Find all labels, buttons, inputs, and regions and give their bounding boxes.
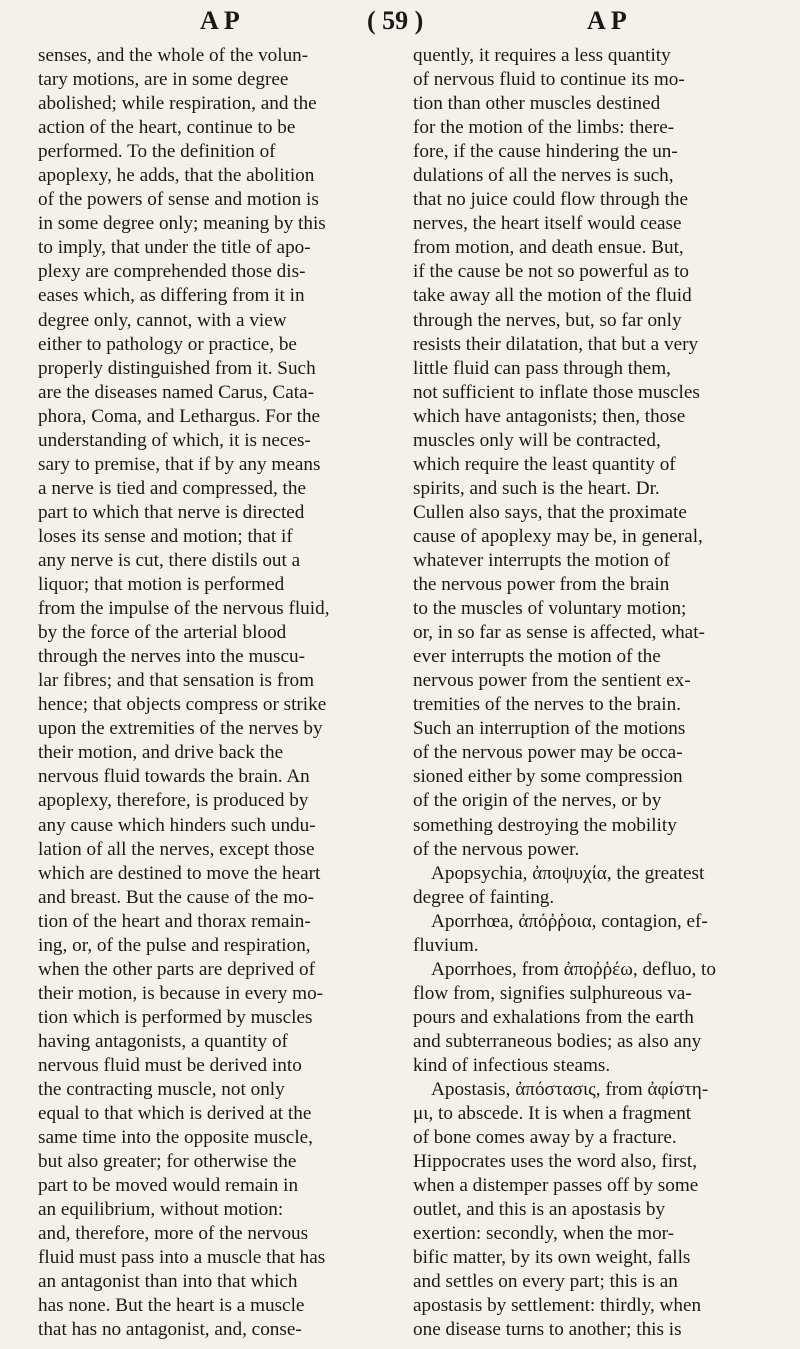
text-line: bific matter, by its own weight, falls: [413, 1247, 691, 1269]
text-line: nervous fluid must be derived into: [38, 1054, 302, 1076]
text-line: μι, to abscede. It is when a fragment: [413, 1103, 692, 1125]
text-line: whatever interrupts the motion of: [413, 549, 670, 571]
text-line: loses its sense and motion; that if: [38, 525, 293, 547]
text-line: any cause which hinders such undu-: [38, 814, 316, 836]
text-line: dulations of all the nerves is such,: [413, 165, 674, 187]
text-line: ever interrupts the motion of the: [413, 646, 661, 668]
text-line: are the diseases named Carus, Cata-: [38, 381, 314, 403]
text-line: from the impulse of the nervous fluid,: [38, 598, 330, 620]
text-line: part to which that nerve is directed: [38, 501, 305, 523]
text-line: part to be moved would remain in: [38, 1175, 299, 1197]
text-line: equal to that which is derived at the: [38, 1103, 312, 1125]
text-line: cause of apoplexy may be, in general,: [413, 525, 703, 547]
text-line: same time into the opposite muscle,: [38, 1127, 313, 1149]
text-line: one disease turns to another; this is: [413, 1319, 682, 1341]
text-line: tremities of the nerves to the brain.: [413, 694, 682, 716]
right-column: [413, 44, 767, 1343]
text-line: flow from, signifies sulphureous va-: [413, 982, 692, 1004]
text-line: plexy are comprehended those dis-: [38, 261, 306, 283]
text-line: something destroying the mobility: [413, 814, 677, 836]
text-line: degree of fainting.: [413, 886, 555, 908]
text-line: eases which, as differing from it in: [38, 285, 305, 307]
text-line: fluid must pass into a muscle that has: [38, 1247, 326, 1269]
text-line: or, in so far as sense is affected, what-: [413, 622, 705, 644]
text-line: pours and exhalations from the earth: [413, 1006, 694, 1028]
text-line: quently, it requires a less quantity: [413, 45, 671, 66]
text-line: properly distinguished from it. Such: [38, 357, 316, 379]
text-line: to imply, that under the title of apo-: [38, 237, 311, 259]
text-line: Hippocrates uses the word also, first,: [413, 1151, 698, 1173]
text-line: and, therefore, more of the nervous: [38, 1223, 309, 1245]
text-line: which require the least quantity of: [413, 453, 676, 475]
text-line: but also greater; for otherwise the: [38, 1151, 297, 1173]
header-right-guide: A P: [587, 6, 627, 35]
text-line: of nervous fluid to continue its mo-: [413, 69, 685, 91]
text-line: sary to premise, that if by any means: [38, 453, 321, 475]
text-line: that no juice could flow through the: [413, 189, 688, 211]
text-line: sioned either by some compression: [413, 766, 683, 788]
text-line: apostasis by settlement: thirdly, when: [413, 1295, 702, 1317]
text-line: having antagonists, a quantity of: [38, 1030, 288, 1052]
text-line: of the nervous power.: [413, 838, 580, 860]
text-line: by the force of the arterial blood: [38, 622, 287, 644]
text-line: an equilibrium, without motion:: [38, 1199, 284, 1221]
text-line: nervous power from the sentient ex-: [413, 670, 691, 692]
text-line: of bone comes away by a fracture.: [413, 1127, 677, 1149]
text-line: outlet, and this is an apostasis by: [413, 1199, 666, 1221]
text-line: ing, or, of the pulse and respiration,: [38, 934, 311, 956]
left-column: [38, 44, 383, 1343]
text-line: action of the heart, continue to be: [38, 117, 296, 139]
text-line: from motion, and death ensue. But,: [413, 237, 684, 259]
text-line: upon the extremities of the nerves by: [38, 718, 323, 740]
text-line: the nervous power from the brain: [413, 574, 670, 596]
text-line: in some degree only; meaning by this: [38, 213, 326, 235]
text-line: tion than other muscles destined: [413, 93, 661, 115]
text-line: lar fibres; and that sensation is from: [38, 670, 315, 692]
text-line: and settles on every part; this is an: [413, 1271, 678, 1293]
text-line: senses, and the whole of the volun-: [38, 45, 309, 66]
text-line: of the nervous power may be occa-: [413, 742, 683, 764]
text-line: any nerve is cut, there distils out a: [38, 549, 301, 571]
text-line: apoplexy, he adds, that the abolition: [38, 165, 315, 187]
text-line: abolished; while respiration, and the: [38, 93, 317, 115]
text-line: which have antagonists; then, those: [413, 405, 686, 427]
text-line: Cullen also says, that the proximate: [413, 501, 687, 523]
text-line: lation of all the nerves, except those: [38, 838, 315, 860]
text-line: when the other parts are deprived of: [38, 958, 316, 980]
text-line: fore, if the cause hindering the un-: [413, 141, 678, 163]
header-left-guide: A P: [200, 6, 240, 35]
text-line: Apostasis, ἀπόστασις, from ἀφίστη-: [431, 1079, 709, 1101]
text-line: for the motion of the limbs: there-: [413, 117, 675, 139]
text-line: little fluid can pass through them,: [413, 357, 671, 379]
text-line: performed. To the definition of: [38, 141, 276, 163]
text-line: nerves, the heart itself would cease: [413, 213, 682, 235]
text-line: liquor; that motion is performed: [38, 574, 285, 596]
text-line: which are destined to move the heart: [38, 862, 321, 884]
text-line: either to pathology or practice, be: [38, 333, 297, 355]
text-line: Such an interruption of the motions: [413, 718, 686, 740]
text-line: their motion, and drive back the: [38, 742, 284, 764]
text-line: of the powers of sense and motion is: [38, 189, 319, 211]
text-line: their motion, is because in every mo-: [38, 982, 324, 1004]
text-line: kind of infectious steams.: [413, 1054, 611, 1076]
text-line: Apopsychia, ἀποψυχία, the greatest: [431, 862, 705, 884]
text-line: exertion: secondly, when the mor-: [413, 1223, 675, 1245]
text-line: tary motions, are in some degree: [38, 69, 289, 91]
text-line: phora, Coma, and Lethargus. For the: [38, 405, 321, 427]
text-line: apoplexy, therefore, is produced by: [38, 790, 309, 812]
page-number: ( 59 ): [367, 6, 424, 35]
text-line: that has no antagonist, and, conse-: [38, 1319, 302, 1341]
text-line: an antagonist than into that which: [38, 1271, 298, 1293]
text-line: and breast. But the cause of the mo-: [38, 886, 314, 908]
text-line: and subterraneous bodies; as also any: [413, 1030, 702, 1052]
text-line: a nerve is tied and compressed, the: [38, 477, 306, 499]
text-line: Aporrhœa, ἀπόῤῥοια, contagion, ef-: [431, 910, 708, 932]
text-line: through the nerves into the muscu-: [38, 646, 305, 668]
text-line: understanding of which, it is neces-: [38, 429, 311, 451]
text-line: not sufficient to inflate those muscles: [413, 381, 700, 403]
text-line: has none. But the heart is a muscle: [38, 1295, 305, 1317]
text-line: to the muscles of voluntary motion;: [413, 598, 687, 620]
text-line: fluvium.: [413, 934, 479, 956]
text-line: muscles only will be contracted,: [413, 429, 661, 451]
text-line: tion which is performed by muscles: [38, 1006, 313, 1028]
text-line: Aporrhoes, from ἀποῤῥέω, defluo, to: [431, 958, 716, 980]
text-line: resists their dilatation, that but a very: [413, 333, 699, 355]
text-line: tion of the heart and thorax remain-: [38, 910, 311, 932]
text-line: if the cause be not so powerful as to: [413, 261, 690, 283]
text-line: nervous fluid towards the brain. An: [38, 766, 310, 788]
text-line: spirits, and such is the heart. Dr.: [413, 477, 660, 499]
text-line: degree only, cannot, with a view: [38, 309, 287, 331]
text-line: hence; that objects compress or strike: [38, 694, 327, 716]
text-line: of the origin of the nerves, or by: [413, 790, 662, 812]
text-line: the contracting muscle, not only: [38, 1079, 285, 1101]
running-header: [0, 6, 800, 40]
text-line: take away all the motion of the fluid: [413, 285, 692, 307]
text-line: through the nerves, but, so far only: [413, 309, 682, 331]
text-line: when a distemper passes off by some: [413, 1175, 699, 1197]
